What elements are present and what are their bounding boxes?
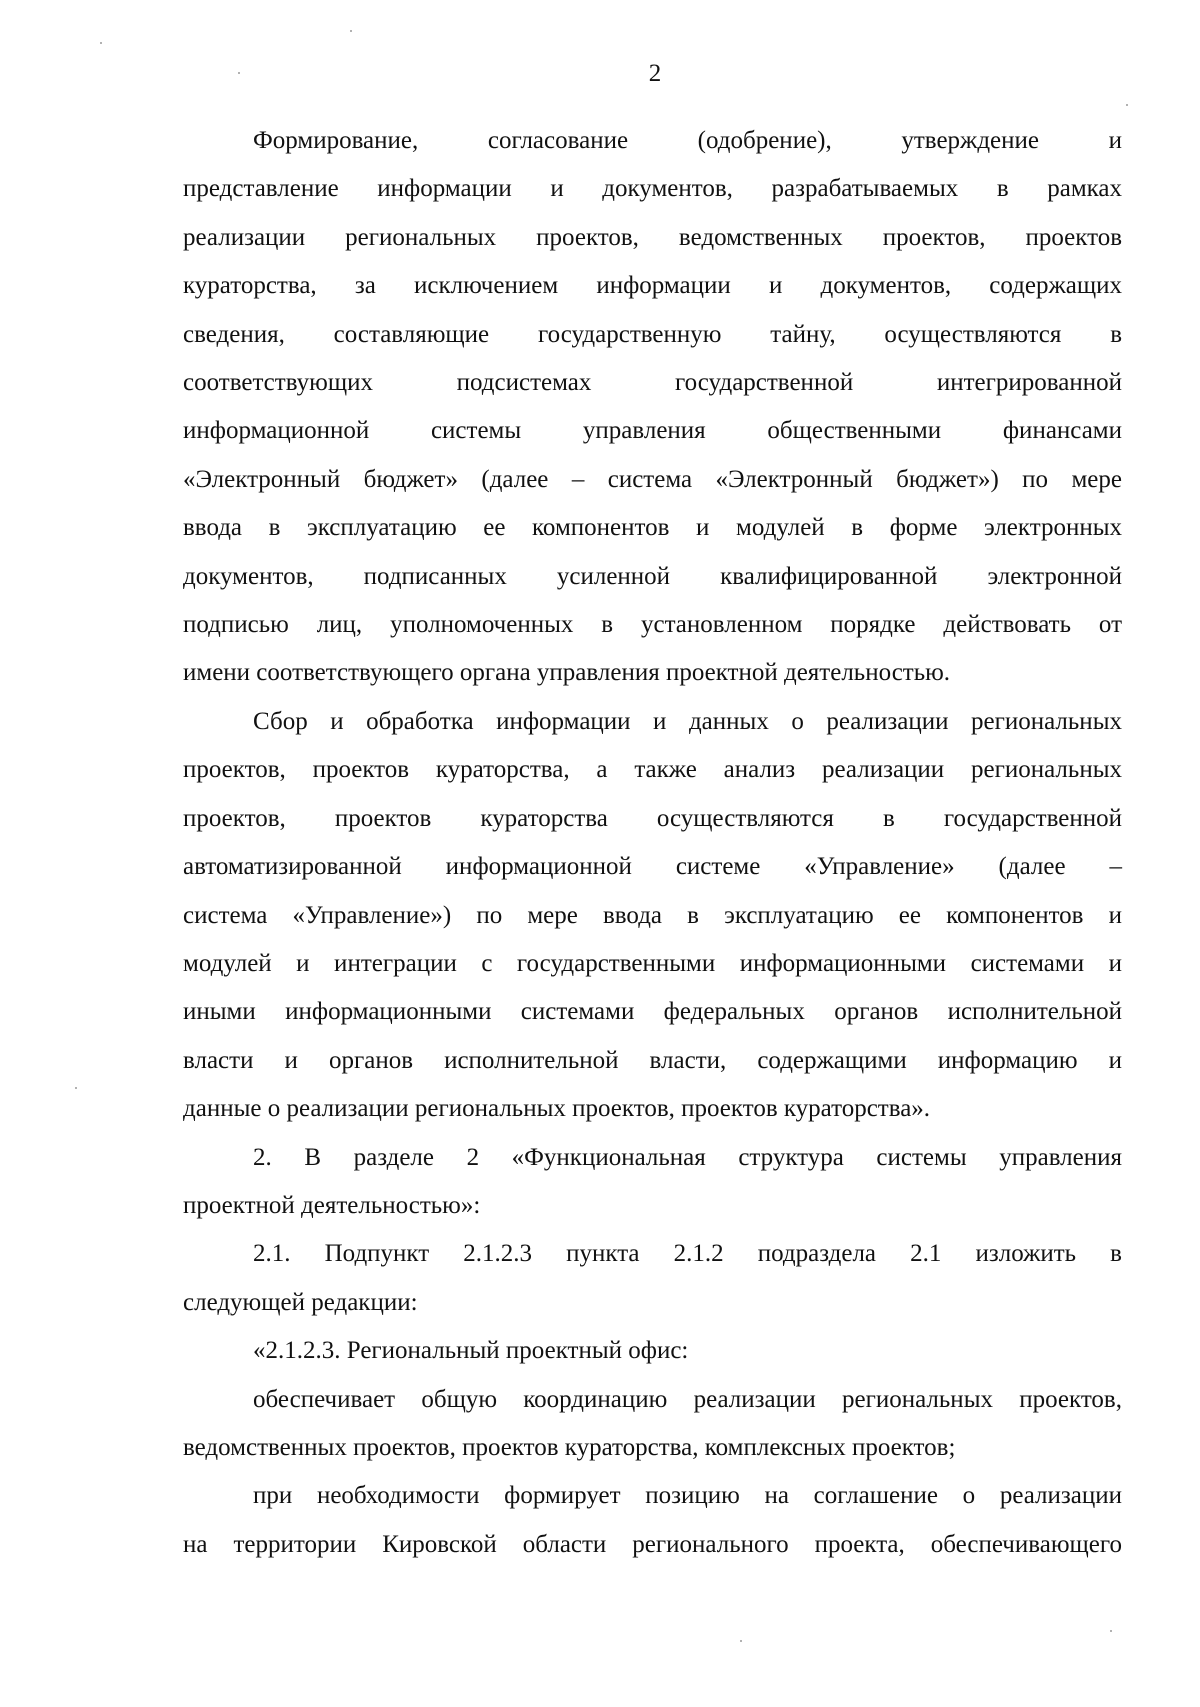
text-line: представление информации и документов, разрабатываемых в рамках [183,175,1122,203]
text-line: реализации региональных проектов, ведомственных проектов, проектов [183,223,1122,251]
text-line: модулей и интеграции с государственными информационными системами и [183,949,1122,977]
paragraph-subsection-2-1 [183,1230,1122,1327]
text-line: имени соответствующего органа управления проектной деятельностью. [183,659,951,687]
text-line: ведомственных проектов, проектов кураторства, комплексных проектов; [183,1433,956,1461]
text-line: «2.1.2.3. Региональный проектный офис: [253,1337,689,1365]
scan-speck [75,1087,77,1089]
paragraph-coordination [183,1376,1122,1473]
scan-speck [740,1640,742,1642]
text-line: власти и органов исполнительной власти, содержащими информацию и [183,1046,1122,1074]
scan-speck [350,30,352,32]
paragraph-regional-office-heading [183,1327,1122,1375]
text-line: подписью лиц, уполномоченных в установленном порядке действовать от [183,611,1122,639]
text-line: «Электронный бюджет» (далее – система «Электронный бюджет») по мере [183,465,1122,493]
paragraph-agreement-position [183,1472,1122,1569]
text-line: информационной системы управления общественными финансами [183,417,1122,445]
text-line: иными информационными системами федеральных органов исполнительной [183,998,1122,1026]
text-line: проектной деятельностью»: [183,1191,481,1219]
paragraph-section-2 [183,1134,1122,1231]
text-line: сведения, составляющие государственную тайну, осуществляются в [183,320,1122,348]
text-line: система «Управление») по мере ввода в эксплуатацию ее компонентов и [183,901,1122,929]
text-line: обеспечивает общую координацию реализации региональных проектов, [253,1385,1122,1413]
paragraph-upravlenie-system [183,698,1122,1134]
scan-speck [1110,1630,1112,1632]
document-body [183,117,1122,1569]
text-line: следующей редакции: [183,1288,418,1316]
text-line: кураторства, за исключением информации и документов, содержащих [183,272,1122,300]
text-line: документов, подписанных усиленной квалифицированной электронной [183,562,1122,590]
page-number: 2 [648,60,662,87]
paragraph-electronic-budget [183,117,1122,698]
text-line: на территории Кировской области регионального проекта, обеспечивающего [183,1530,1122,1558]
scan-speck [100,42,102,44]
text-line: автоматизированной информационной системе «Управление» (далее – [183,853,1122,881]
text-line: проектов, проектов кураторства, а также анализ реализации региональных [183,756,1122,784]
text-line: Формирование, согласование (одобрение), утверждение и [253,127,1122,154]
scan-speck [238,72,240,74]
scan-speck [1126,104,1128,106]
text-line: соответствующих подсистемах государственной интегрированной [183,369,1122,397]
text-line: 2.1. Подпункт 2.1.2.3 пункта 2.1.2 подраздела 2.1 изложить в [253,1240,1122,1268]
text-line: Сбор и обработка информации и данных о реализации региональных [253,707,1122,735]
text-line: ввода в эксплуатацию ее компонентов и модулей в форме электронных [183,514,1122,542]
text-line: 2. В разделе 2 «Функциональная структура системы управления [253,1143,1122,1171]
text-line: данные о реализации региональных проектов, проектов кураторства». [183,1095,931,1123]
text-line: проектов, проектов кураторства осуществляются в государственной [183,804,1122,832]
text-line: при необходимости формирует позицию на соглашение о реализации [253,1482,1122,1510]
